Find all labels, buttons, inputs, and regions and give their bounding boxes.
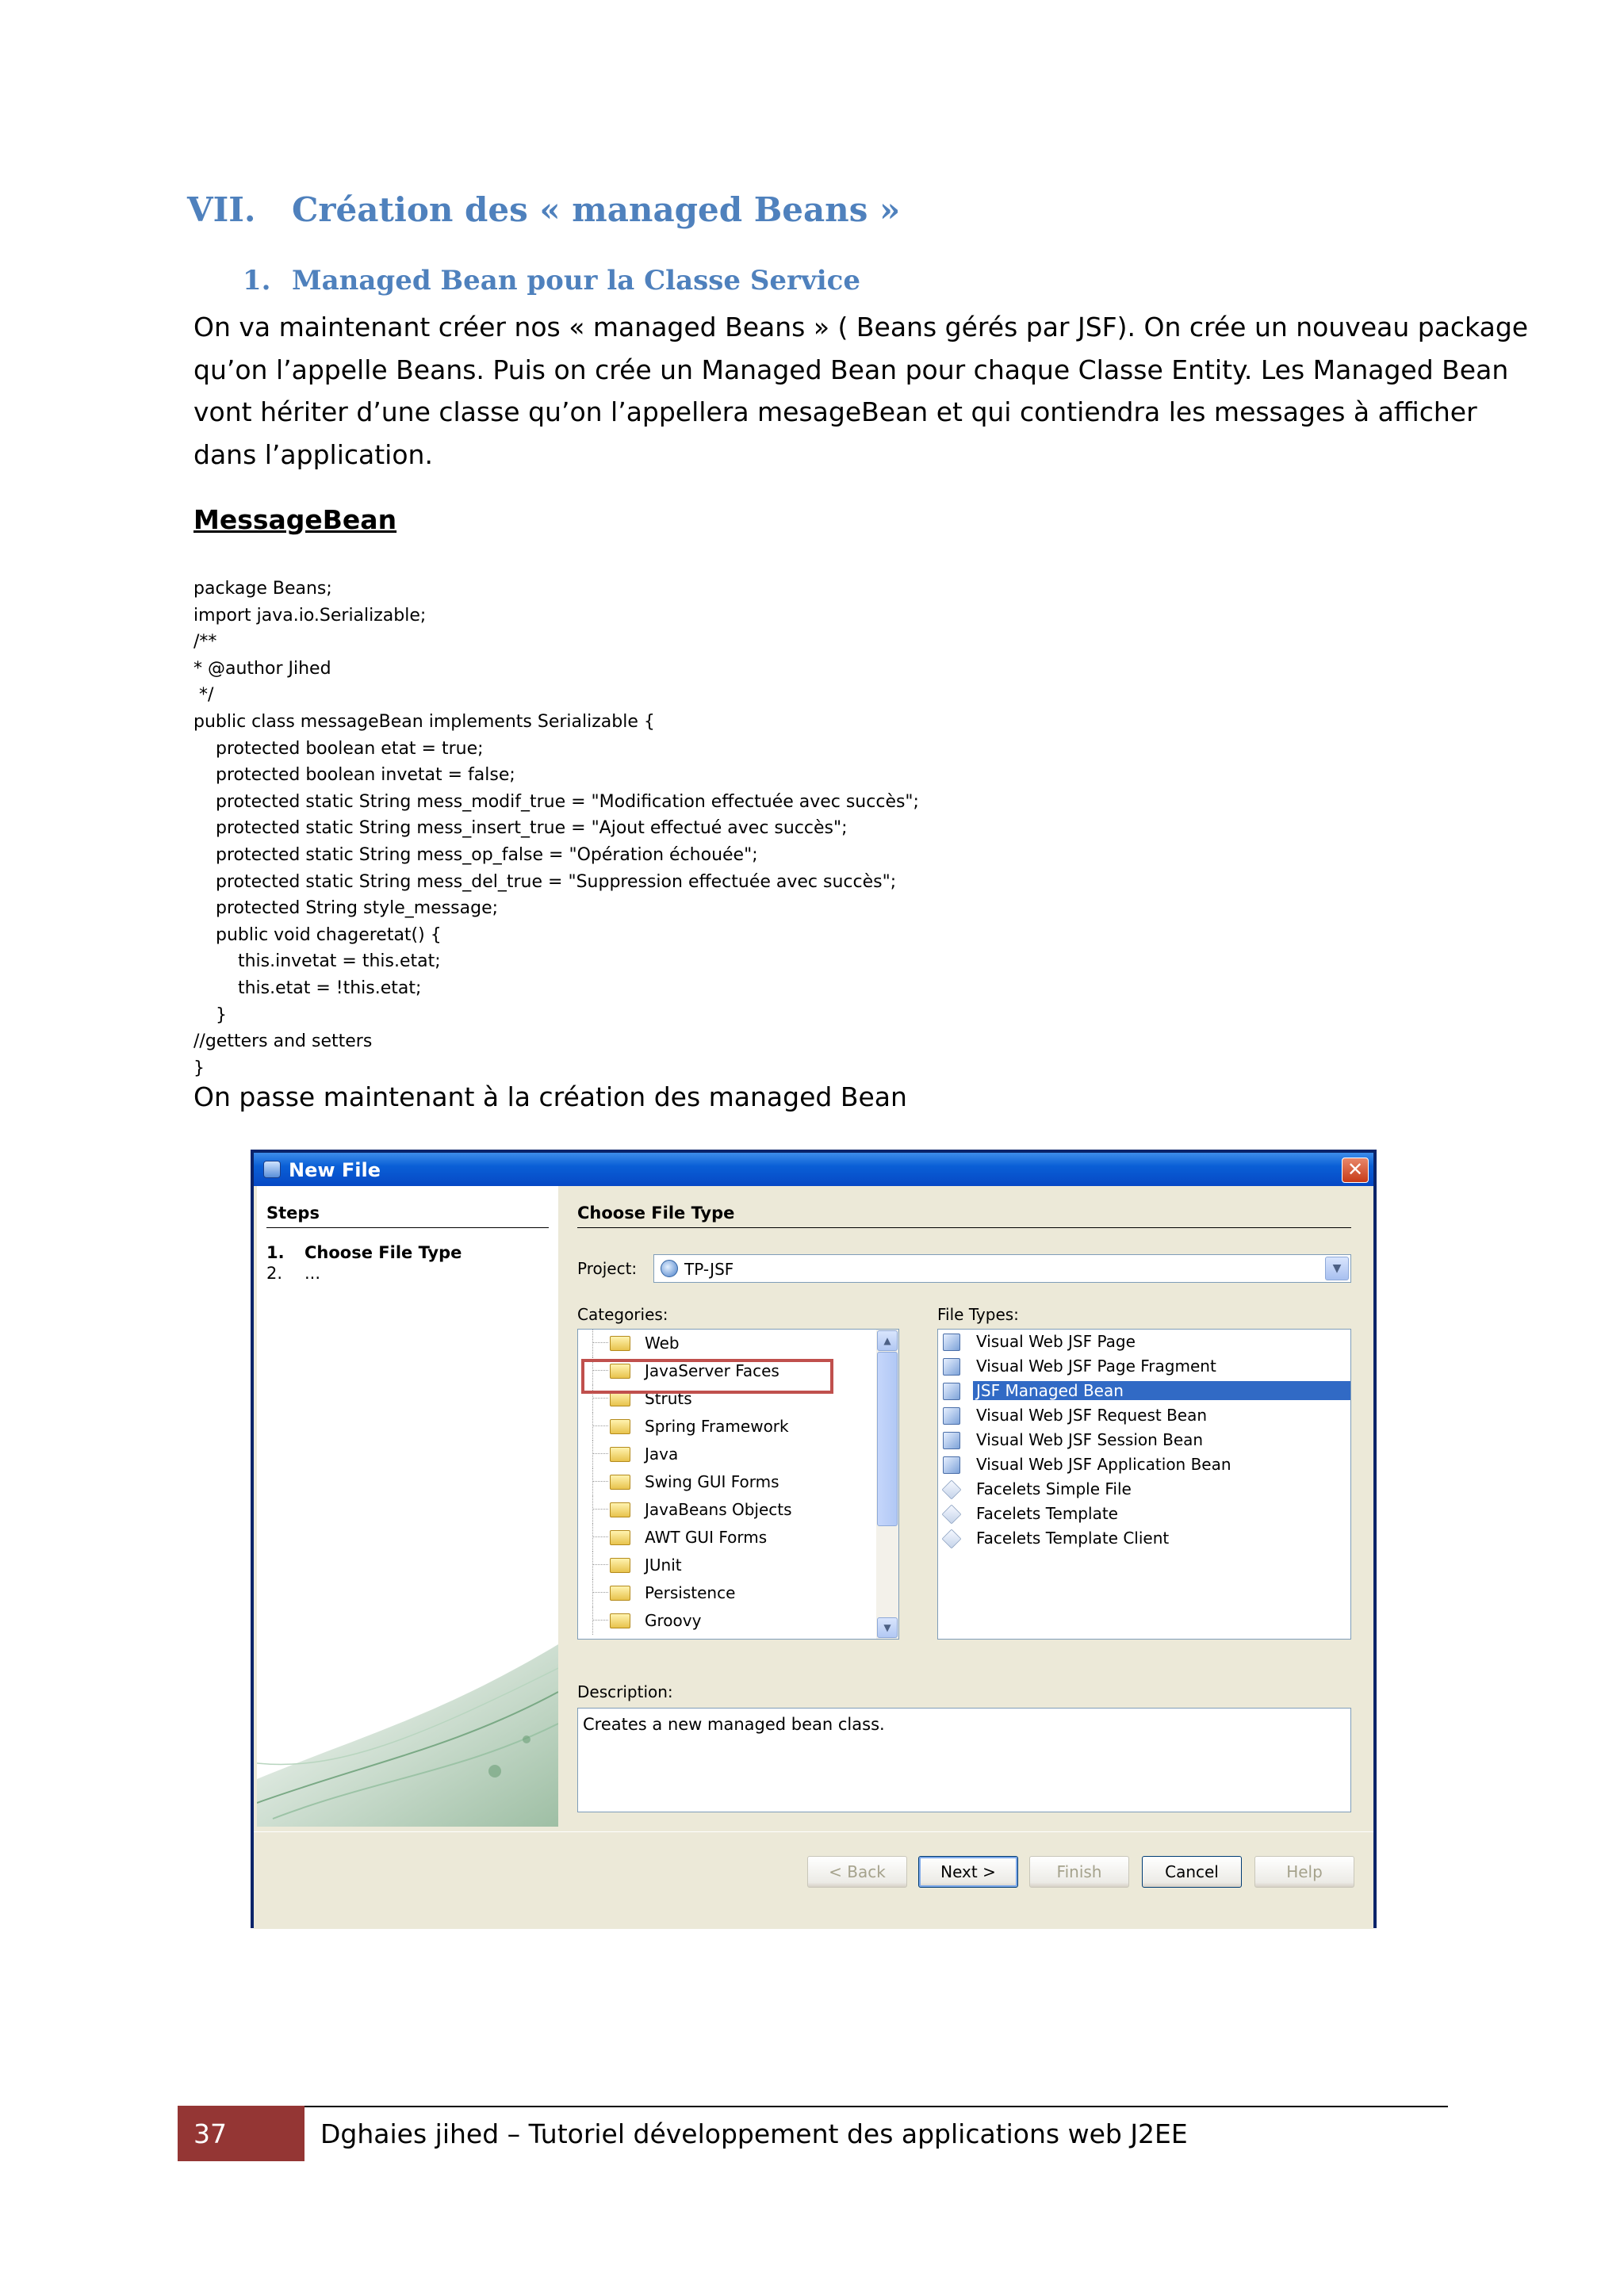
file-types-label: File Types: — [937, 1305, 1019, 1324]
back-button[interactable]: < Back — [807, 1856, 907, 1888]
file-type-label: Visual Web JSF Session Bean — [976, 1430, 1204, 1449]
intro-line: On va maintenant créer nos « managed Beans » ( Beans gérés par JSF). On crée un nouveau package — [193, 312, 1529, 342]
category-label: AWT GUI Forms — [645, 1528, 768, 1547]
file-type-item[interactable] — [938, 1403, 1351, 1428]
tag-icon — [942, 1505, 962, 1525]
file-type-item[interactable] — [938, 1452, 1351, 1477]
choose-file-type-panel — [558, 1186, 1373, 1827]
footer-rule — [304, 2106, 1448, 2107]
decorative-swirl-graphic — [257, 1621, 558, 1827]
step-number: 1. — [266, 1243, 285, 1262]
code-line: /** — [193, 632, 217, 652]
category-label: Persistence — [645, 1583, 736, 1602]
code-line: protected static String mess_modif_true = "Modification effectuée avec succès"; — [193, 791, 919, 812]
code-line: this.invetat = this.etat; — [193, 951, 441, 972]
tag-icon — [942, 1529, 962, 1549]
scroll-thumb[interactable] — [877, 1352, 898, 1526]
step-item — [266, 1243, 462, 1262]
dialog-titlebar[interactable] — [254, 1153, 1373, 1186]
code-listing — [193, 576, 919, 1081]
chevron-down-icon[interactable]: ▼ — [1325, 1257, 1349, 1280]
category-label: Web — [645, 1334, 680, 1353]
category-label: Groovy — [645, 1611, 702, 1630]
intro-line: qu’on l’appelle Beans. Puis on crée un Managed Bean pour chaque Classe Entity. Les Managed Bean — [193, 354, 1509, 385]
category-item-groovy[interactable] — [578, 1607, 871, 1635]
file-type-item[interactable] — [938, 1502, 1351, 1526]
step-label: Choose File Type — [304, 1243, 462, 1262]
code-line: protected static String mess_insert_true = "Ajout effectué avec succès"; — [193, 818, 848, 839]
steps-divider — [266, 1227, 549, 1228]
code-line: package Beans; — [193, 579, 332, 599]
folder-icon — [610, 1586, 630, 1601]
bean-icon — [943, 1407, 960, 1425]
cancel-button[interactable]: Cancel — [1142, 1856, 1242, 1888]
code-line: protected static String mess_op_false = "Opération échouée"; — [193, 844, 758, 865]
footer-text: Dghaies jihed – Tutoriel développement des applications web J2EE — [320, 2118, 1188, 2149]
step-number: 2. — [266, 1264, 283, 1283]
file-type-label: Visual Web JSF Page — [976, 1332, 1136, 1351]
project-value: TP-JSF — [684, 1260, 734, 1279]
code-line: */ — [193, 685, 214, 706]
file-type-item[interactable] — [938, 1526, 1351, 1551]
category-label: Swing GUI Forms — [645, 1472, 779, 1491]
code-line: this.etat = !this.etat; — [193, 978, 422, 998]
file-type-item[interactable] — [938, 1477, 1351, 1502]
bean-icon — [943, 1383, 960, 1400]
new-file-dialog — [251, 1150, 1377, 1928]
project-combobox[interactable] — [653, 1254, 1351, 1283]
categories-label: Categories: — [577, 1305, 668, 1324]
category-label: Java — [645, 1445, 679, 1464]
close-button[interactable]: ✕ — [1342, 1158, 1369, 1183]
category-label: Spring Framework — [645, 1417, 789, 1436]
code-line: import java.io.Serializable; — [193, 605, 427, 626]
file-type-label: Facelets Template — [976, 1504, 1118, 1523]
folder-icon — [610, 1336, 630, 1351]
jsf-page-icon — [943, 1358, 960, 1376]
file-type-item[interactable] — [938, 1330, 1351, 1354]
description-label: Description: — [577, 1682, 673, 1701]
intro-line: vont hériter d’une classe qu’on l’appellera mesageBean et qui contiendra les messages à afficher — [193, 396, 1477, 427]
intro-paragraph — [193, 306, 1529, 476]
bean-icon — [943, 1456, 960, 1474]
folder-icon — [610, 1447, 630, 1462]
scroll-down-icon[interactable]: ▼ — [877, 1617, 898, 1638]
code-line: protected boolean etat = true; — [193, 738, 484, 759]
file-type-label: Visual Web JSF Application Bean — [976, 1455, 1231, 1474]
category-label: JavaBeans Objects — [645, 1500, 792, 1519]
file-type-label: Visual Web JSF Page Fragment — [976, 1357, 1216, 1376]
help-button[interactable]: Help — [1254, 1856, 1354, 1888]
category-item-junit[interactable] — [578, 1552, 871, 1579]
file-type-label: Facelets Simple File — [976, 1479, 1132, 1498]
folder-icon — [610, 1419, 630, 1434]
step-item — [266, 1264, 320, 1283]
scroll-up-icon[interactable]: ▲ — [877, 1330, 898, 1351]
code-line: //getters and setters — [193, 1031, 373, 1052]
dialog-button-row — [254, 1831, 1373, 1929]
file-type-item[interactable] — [938, 1354, 1351, 1379]
after-code-text: On passe maintenant à la création des managed Bean — [193, 1081, 907, 1112]
folder-icon — [610, 1530, 630, 1545]
category-item-swing-gui-forms[interactable] — [578, 1468, 871, 1496]
file-type-label: Facelets Template Client — [976, 1529, 1170, 1548]
code-line: protected String style_message; — [193, 898, 499, 919]
code-line: } — [193, 1004, 227, 1025]
code-line: } — [193, 1058, 205, 1078]
panel-divider — [577, 1227, 1351, 1228]
next-button[interactable]: Next > — [918, 1856, 1018, 1888]
subsection-title: Managed Bean pour la Classe Service — [292, 265, 860, 297]
file-type-item[interactable] — [938, 1428, 1351, 1452]
page-number: 37 — [193, 2118, 227, 2149]
description-box — [577, 1708, 1351, 1812]
folder-icon — [610, 1475, 630, 1490]
section-number: VII. — [187, 190, 256, 229]
code-line: protected boolean invetat = false; — [193, 765, 515, 786]
highlight-box — [581, 1359, 833, 1394]
code-line: public class messageBean implements Serializable { — [193, 711, 655, 732]
category-label: Struts — [645, 1389, 692, 1408]
categories-scrollbar[interactable] — [876, 1330, 898, 1639]
code-line: public void chageretat() { — [193, 924, 442, 945]
project-label: Project: — [577, 1259, 638, 1278]
finish-button[interactable]: Finish — [1029, 1856, 1129, 1888]
subsection-number: 1. — [243, 265, 271, 297]
netbeans-cube-icon — [263, 1161, 281, 1178]
category-label: JUnit — [645, 1556, 682, 1575]
project-globe-icon — [661, 1260, 678, 1277]
folder-icon — [610, 1613, 630, 1628]
bean-icon — [943, 1432, 960, 1449]
category-item-java[interactable] — [578, 1441, 871, 1468]
description-text: Creates a new managed bean class. — [583, 1715, 885, 1734]
section-heading — [187, 190, 900, 229]
jsf-page-icon — [943, 1334, 960, 1351]
panel-title: Choose File Type — [577, 1203, 735, 1223]
category-item-spring-framework[interactable] — [578, 1413, 871, 1441]
file-type-label: JSF Managed Bean — [973, 1381, 1350, 1400]
steps-title: Steps — [266, 1203, 320, 1223]
category-item-web[interactable] — [578, 1330, 871, 1357]
section-title: Création des « managed Beans » — [292, 190, 901, 229]
tag-icon — [942, 1480, 962, 1500]
dialog-title: New File — [289, 1159, 381, 1181]
steps-panel — [257, 1186, 559, 1827]
file-types-list[interactable] — [937, 1329, 1351, 1640]
file-type-label: Visual Web JSF Request Bean — [976, 1406, 1208, 1425]
folder-icon — [610, 1558, 630, 1573]
messagebean-heading: MessageBean — [193, 504, 397, 535]
category-item-persistence[interactable] — [578, 1579, 871, 1607]
category-label: JavaServer Faces — [645, 1361, 779, 1380]
intro-line: dans l’application. — [193, 438, 433, 470]
category-item-javabeans-objects[interactable] — [578, 1496, 871, 1524]
subsection-heading — [243, 265, 860, 297]
code-line: * @author Jihed — [193, 658, 331, 679]
file-type-item-selected[interactable] — [938, 1379, 1350, 1403]
category-item-awt-gui-forms[interactable] — [578, 1524, 871, 1552]
step-label: ... — [304, 1264, 321, 1283]
code-line: protected static String mess_del_true = "Suppression effectuée avec succès"; — [193, 871, 897, 892]
folder-icon — [610, 1502, 630, 1517]
